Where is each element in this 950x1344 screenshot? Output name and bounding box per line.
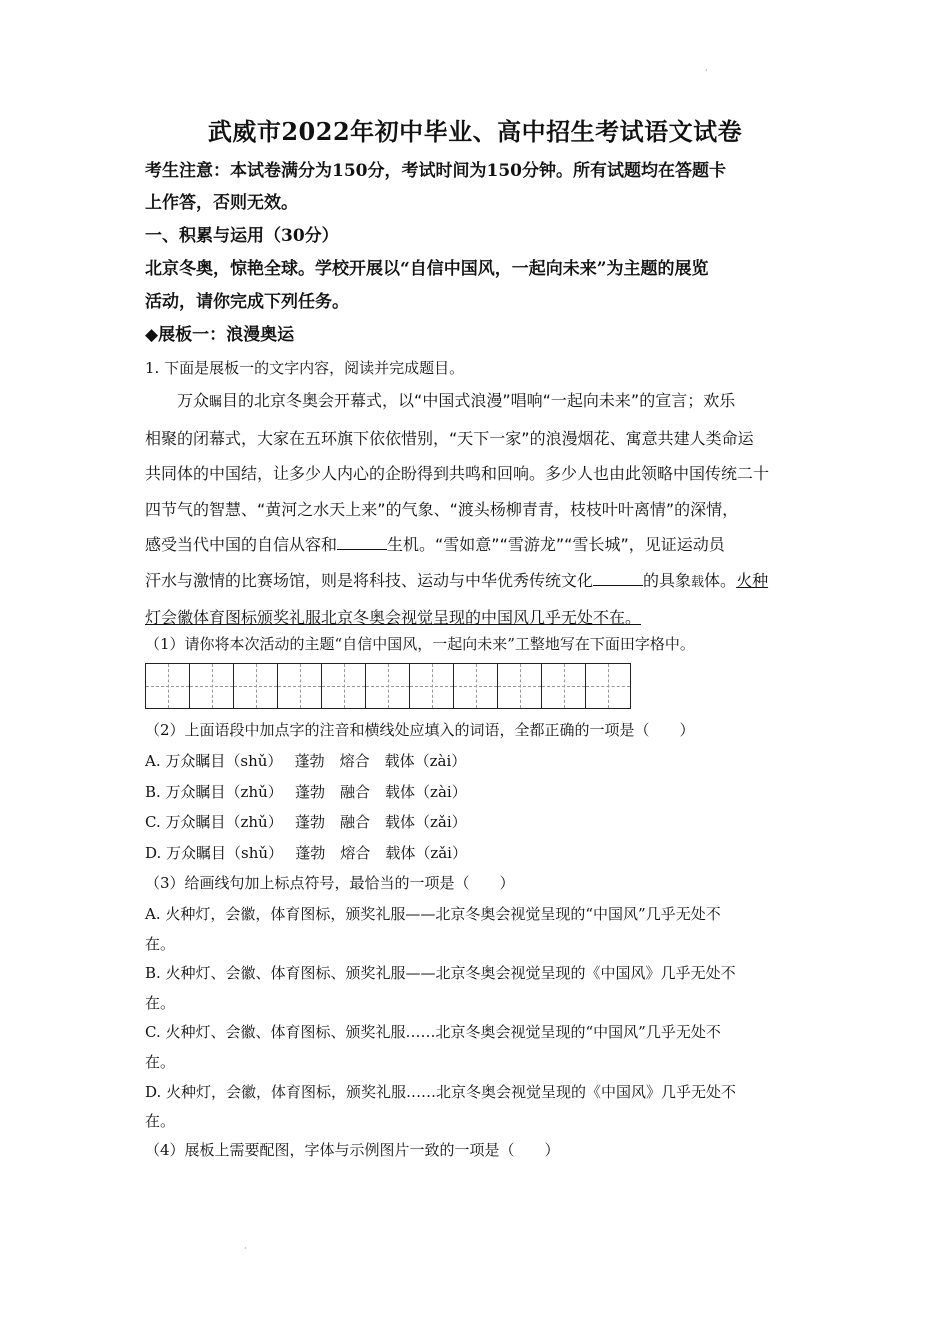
grid-cell[interactable]	[498, 664, 542, 708]
section-heading: 一、积累与运用（30分）	[145, 226, 339, 246]
dotted-char: 瞩	[209, 395, 223, 410]
grid-cell[interactable]	[542, 664, 586, 708]
fill-blank-1	[337, 535, 387, 550]
grid-cell[interactable]	[586, 664, 630, 708]
intro-line-1: 北京冬奥，惊艳全球。学校开展以“自信中国风，一起向未来”为主题的展览	[145, 259, 709, 279]
passage-line-4: 四节气的智慧、“黄河之水天上来”的气象、“渡头杨柳青青，枝枝叶叶离情”的深情，	[145, 499, 739, 519]
passage-line-5: 感受当代中国的自信从容和 生机。“雪如意”“雪游龙”“雪长城”，见证运动员	[145, 535, 725, 554]
option-b-line-2: 在。	[145, 994, 176, 1012]
fill-blank-2	[593, 571, 643, 586]
grid-cell[interactable]	[410, 664, 454, 708]
option-d: D. 万众瞩目（shǔ） 蓬勃 熔合 载体（zǎi）	[145, 844, 467, 862]
question-1-1: （1）请你将本次活动的主题“自信中国风，一起向未来”工整地写在下面田字格中。	[145, 635, 695, 653]
grid-cell[interactable]	[278, 664, 322, 708]
scan-dot: ·	[705, 66, 708, 75]
passage-line-6: 汗水与激情的比赛场馆，则是将科技、运动与中华优秀传统文化 的具象载体。火种	[145, 570, 769, 590]
grid-cell[interactable]	[454, 664, 498, 708]
notice-line-1: 考生注意：本试卷满分为150分，考试时间为150分钟。所有试题均在答题卡	[145, 161, 726, 181]
passage	[145, 383, 805, 636]
dotted-char: 载	[691, 574, 705, 590]
option-b-line-1: B. 火种灯、会徽、体育图标、颁奖礼服——北京冬奥会视觉呈现的《中国风》几乎无处不	[145, 964, 736, 982]
option-a-line-1: A. 火种灯，会徽，体育图标，颁奖礼服——北京冬奥会视觉呈现的“中国风”几乎无处不	[145, 905, 721, 923]
passage-line-7-underlined: 灯会徽体育图标颁奖礼服北京冬奥会视觉呈现的中国风几乎无处不在。	[145, 608, 642, 627]
notice-line-2: 上作答，否则无效。	[145, 193, 298, 213]
question-1-4: （4）展板上需要配图，字体与示例图片一致的一项是（ ）	[145, 1141, 560, 1159]
exam-title: 武威市2022年初中毕业、高中招生考试语文试卷	[207, 117, 743, 146]
passage-line-3: 共同体的中国结，让多少人内心的企盼得到共鸣和回响。多少人也由此领略中国传统二十	[145, 464, 770, 483]
scan-dot: ·	[244, 1244, 247, 1253]
question-1-stem: 1. 下面是展板一的文字内容，阅读并完成题目。	[145, 359, 465, 377]
option-c: C. 万众瞩目（zhǔ） 蓬勃 融合 载体（zǎi）	[145, 813, 467, 831]
option-d-line-1: D. 火种灯，会徽，体育图标，颁奖礼服……北京冬奥会视觉呈现的《中国风》几乎无处不	[145, 1083, 737, 1101]
option-b: B. 万众瞩目（zhǔ） 蓬勃 融合 载体（zài）	[145, 783, 467, 801]
grid-cell[interactable]	[146, 664, 190, 708]
question-1-2: （2）上面语段中加点字的注音和横线处应填入的词语，全都正确的一项是（ ）	[145, 721, 695, 739]
passage-line-1: 万众瞩目的北京冬奥会开幕式，以“中国式浪漫”唱响“一起向未来”的宣言；欢乐	[177, 391, 736, 410]
grid-cell[interactable]	[322, 664, 366, 708]
grid-cell[interactable]	[366, 664, 410, 708]
option-a: A. 万众瞩目（shǔ） 蓬勃 熔合 载体（zài）	[145, 752, 467, 770]
option-c-line-2: 在。	[145, 1053, 176, 1071]
option-a-line-2: 在。	[145, 935, 176, 953]
intro-line-2: 活动，请你完成下列任务。	[145, 292, 349, 312]
passage-line-2: 相聚的闭幕式，大家在五环旗下依依惜别，“天下一家”的浪漫烟花、寓意共建人类命运	[145, 428, 754, 448]
grid-cell[interactable]	[190, 664, 234, 708]
option-c-line-1: C. 火种灯、会徽、体育图标、颁奖礼服……北京冬奥会视觉呈现的“中国风”几乎无处不	[145, 1023, 721, 1041]
board-heading: ◆展板一：浪漫奥运	[145, 325, 295, 345]
question-1-3: （3）给画线句加上标点符号，最恰当的一项是（ ）	[145, 874, 515, 892]
tianzige-grid	[145, 663, 631, 709]
grid-cell[interactable]	[234, 664, 278, 708]
option-d-line-2: 在。	[145, 1112, 176, 1130]
